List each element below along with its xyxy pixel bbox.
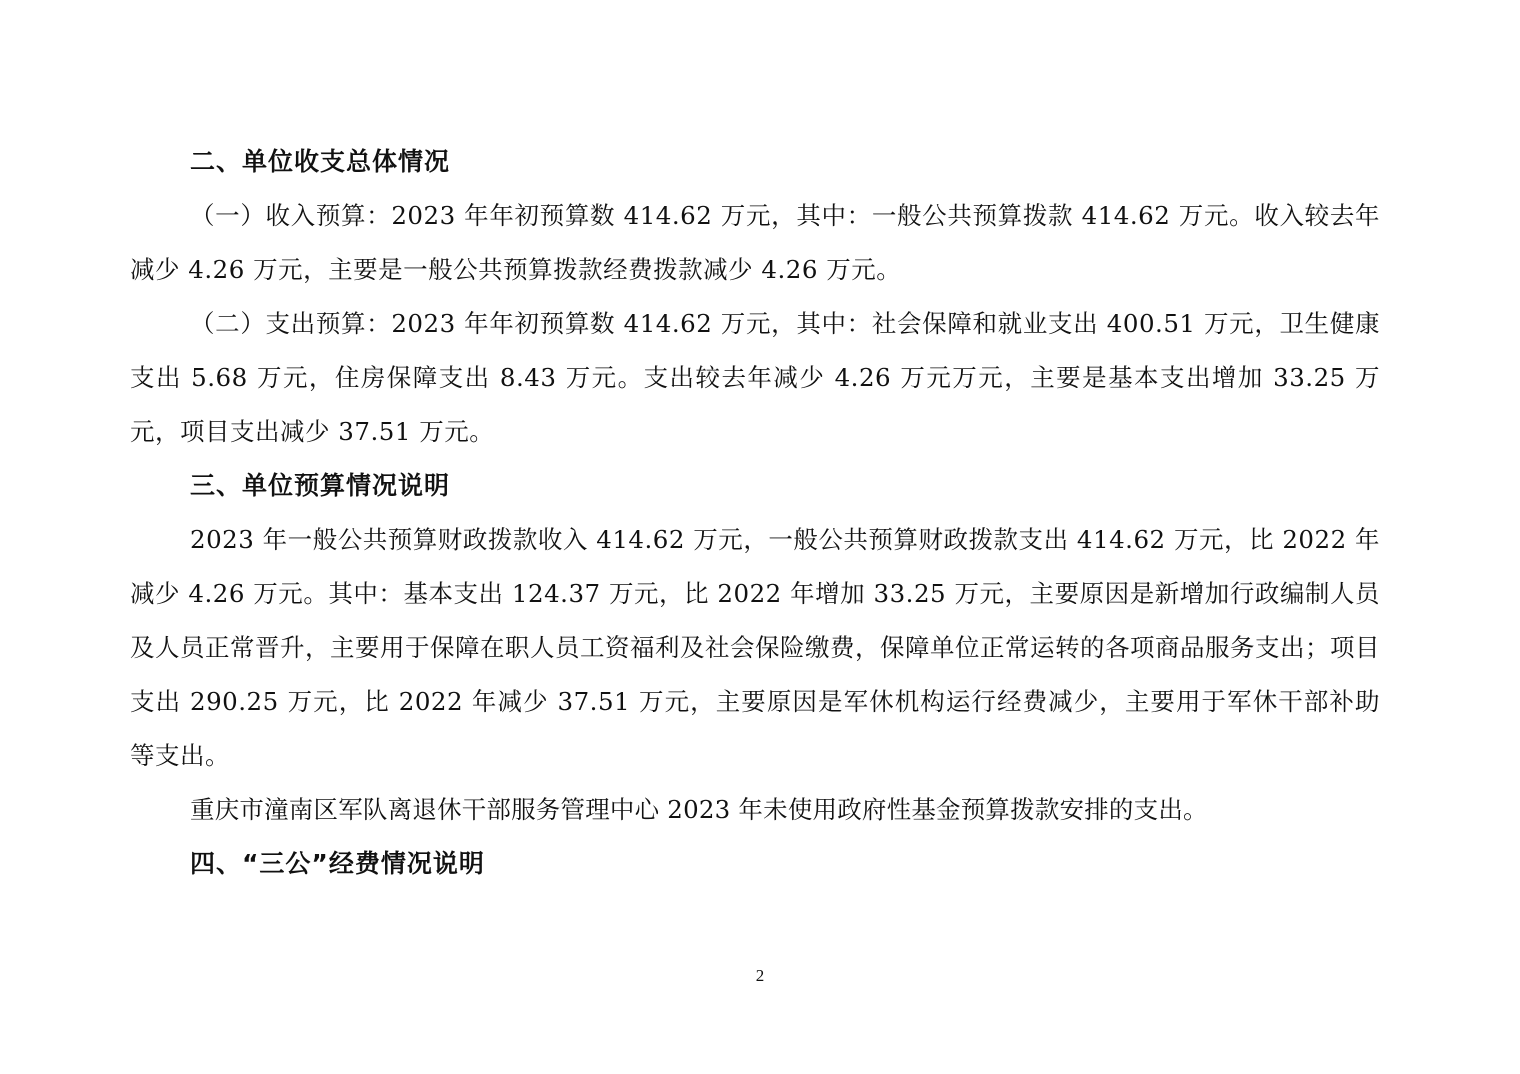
section-heading-income-expense-overview: 二、单位收支总体情况 [190, 147, 451, 176]
paragraph-general-budget: 2023 年一般公共预算财政拨款收入 414.62 万元，一般公共预算财政拨款支出 414.62 万元，比 2022 年减少 4.26 万元。其中：基本支出 124.37 万元，比 2022 年增加 33.25 万元，主要原因是新增加行政编制人员及人员正常晋升，主要用于保障在职人员工资福利及社会保险缴费，保障单位正常运转的各项商品服务支出；项目支出 290.25 万元，比 2022 年减少 37.51 万元，主要原因是军休机构运行经费减少，主要用于军休干部补助等支出。 [130, 525, 1380, 770]
paragraph-government-fund: 重庆市潼南区军队离退休干部服务管理中心 2023 年未使用政府性基金预算拨款安排的支出。 [190, 795, 1208, 824]
document-body [130, 135, 1380, 891]
section-heading-three-public-expenses: 四、“三公”经费情况说明 [190, 849, 485, 878]
section-heading-budget-explanation: 三、单位预算情况说明 [190, 471, 451, 500]
page-number: 2 [755, 966, 765, 985]
paragraph-expense-budget: （二）支出预算：2023 年年初预算数 414.62 万元，其中：社会保障和就业支出 400.51 万元，卫生健康支出 5.68 万元，住房保障支出 8.43 万元。支出较去年减少 4.26 万元万元，主要是基本支出增加 33.25 万元，项目支出减少 37.51 万元。 [130, 309, 1380, 446]
paragraph-income-budget: （一）收入预算：2023 年年初预算数 414.62 万元，其中：一般公共预算拨款 414.62 万元。收入较去年减少 4.26 万元，主要是一般公共预算拨款经费拨款减少 4.26 万元。 [130, 201, 1380, 284]
